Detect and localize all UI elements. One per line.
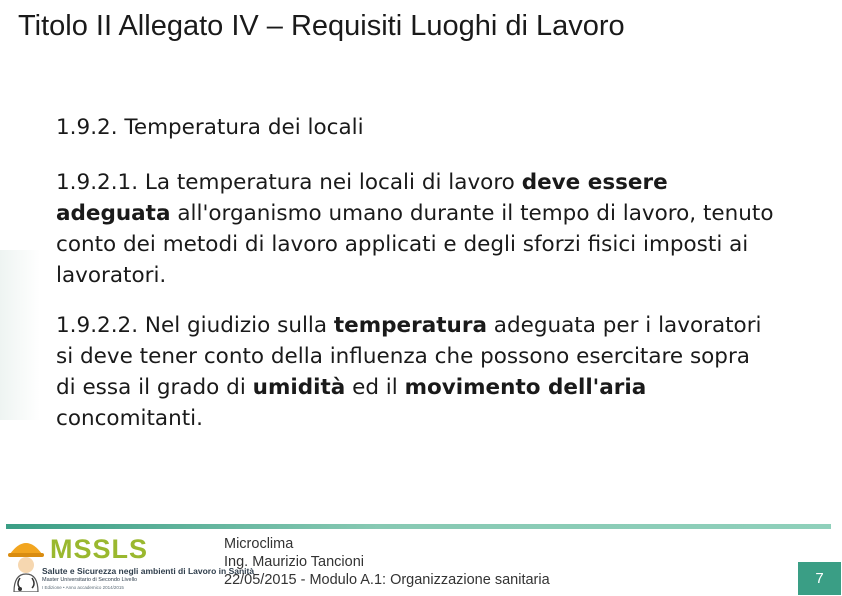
p2-bold-temperatura: temperatura: [333, 313, 487, 338]
p2-text-mid: adeguata per i lavoratori si deve tener conto della influenza che possono esercitare sopra di essa il grado di: [56, 313, 762, 400]
logo-edition-line: I Edizione • Anno accademico 2014/2015: [42, 585, 124, 590]
mssls-logo: [6, 534, 255, 592]
p2-text-end: concomitanti.: [56, 406, 203, 431]
content-body: [56, 112, 776, 453]
p2-text: 1.9.2.2. Nel giudizio sulla: [56, 313, 334, 338]
logo-tagline: Salute e Sicurezza negli ambienti di Lavoro in Sanità: [42, 566, 255, 576]
slide-title: Titolo II Allegato IV – Requisiti Luoghi di Lavoro: [18, 10, 625, 42]
footer-date-module: 22/05/2015 - Modulo A.1: Organizzazione sanitaria: [224, 572, 550, 588]
p2-bold-movimento: movimento dell'aria: [404, 375, 647, 400]
paragraph-1-9-2-2: [56, 310, 776, 434]
helmet-worker-icon: [6, 534, 46, 592]
decorative-edge: [0, 250, 40, 420]
logo-acronym: MSSLS: [50, 534, 149, 564]
p2-text-mid2: ed il: [345, 375, 405, 400]
section-heading: 1.9.2. Temperatura dei locali: [56, 115, 364, 140]
footer-divider: [6, 524, 831, 529]
paragraph-1-9-2-1: [56, 167, 776, 291]
footer-text: [224, 535, 550, 589]
p1-bold: deve essere adeguata: [56, 170, 668, 226]
footer-topic: Microclima: [224, 536, 294, 552]
logo-master-line: Master Universitario di Secondo Livello: [42, 577, 138, 583]
page-number-badge: 7: [798, 562, 841, 595]
p1-text-end: all'organismo umano durante il tempo di lavoro, tenuto conto dei metodi di lavoro applicati e degli sforzi fisici imposti ai lavoratori.: [56, 201, 774, 288]
p1-text: 1.9.2.1. La temperatura nei locali di lavoro: [56, 170, 522, 195]
footer-author: Ing. Maurizio Tancioni: [224, 554, 364, 570]
p2-bold-umidita: umidità: [252, 375, 346, 400]
